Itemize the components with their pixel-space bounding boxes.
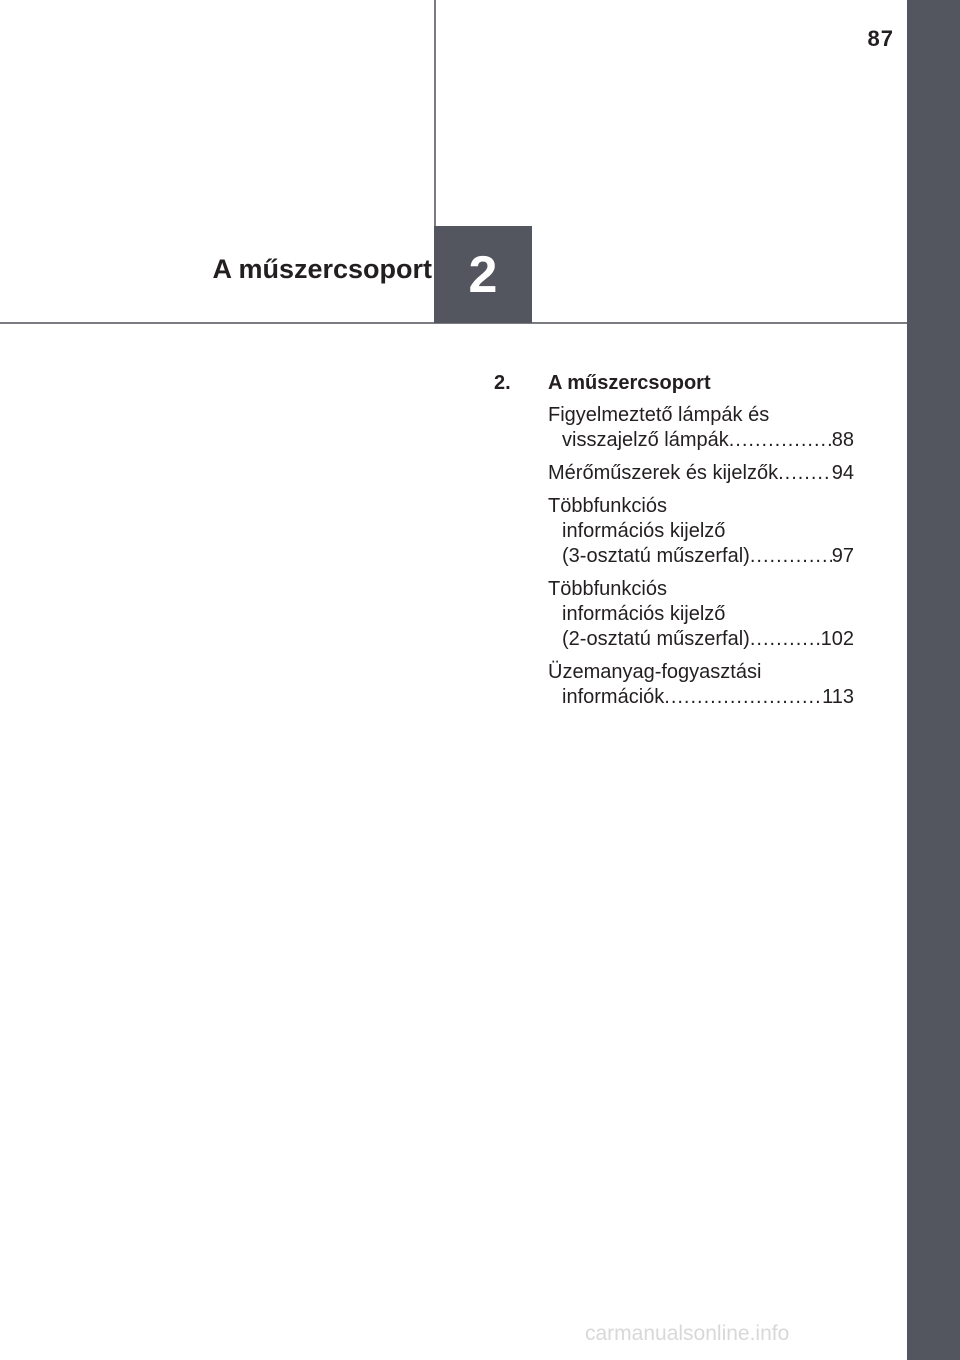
toc-section-heading [494, 371, 854, 396]
toc-page-number: 97 [831, 545, 854, 567]
toc-page-number: 94 [831, 462, 854, 484]
toc-entry-text: Többfunkciós [548, 495, 667, 517]
toc-entry-text: információs kijelző [562, 520, 726, 542]
toc-entry-text: Mérőműszerek és kijelzők [548, 462, 779, 484]
page-number: 87 [867, 26, 894, 51]
toc-entry[interactable] [548, 461, 854, 486]
toc-entry-text: Üzemanyag-fogyasztási [548, 661, 762, 683]
toc-entry-text: információs kijelző [562, 603, 726, 625]
right-edge-tab [907, 0, 960, 1360]
toc-entry-text: információk [562, 686, 665, 708]
toc-leader-dots [664, 685, 822, 710]
chapter-number-box: 2 [434, 226, 532, 323]
chapter-title: A műszercsoport [212, 254, 432, 284]
toc-entry-text: Többfunkciós [548, 578, 667, 600]
toc-section-number: 2. [494, 372, 511, 394]
toc-page-number: 88 [831, 429, 854, 451]
toc-entry[interactable] [548, 577, 854, 652]
toc-leader-dots [750, 544, 832, 569]
toc-entry-text: Figyelmeztető lámpák és [548, 404, 770, 426]
toc-entry-text: (2-osztatú műszerfal) [562, 628, 750, 650]
table-of-contents [494, 371, 854, 718]
header-vertical-rule [434, 0, 436, 228]
toc-leader-dots [778, 461, 832, 486]
toc-entry-text: visszajelző lámpák [562, 429, 729, 451]
toc-section-title: A műszercsoport [548, 372, 711, 394]
watermark: carmanualsonline.info [585, 1322, 790, 1345]
toc-entry[interactable] [548, 494, 854, 569]
toc-leader-dots [750, 627, 821, 652]
toc-leader-dots [729, 428, 832, 453]
toc-entry[interactable] [548, 403, 854, 453]
toc-entry[interactable] [548, 660, 854, 710]
toc-page-number: 113 [822, 686, 854, 708]
toc-page-number: 102 [820, 628, 854, 650]
toc-entry-text: (3-osztatú műszerfal) [562, 545, 750, 567]
